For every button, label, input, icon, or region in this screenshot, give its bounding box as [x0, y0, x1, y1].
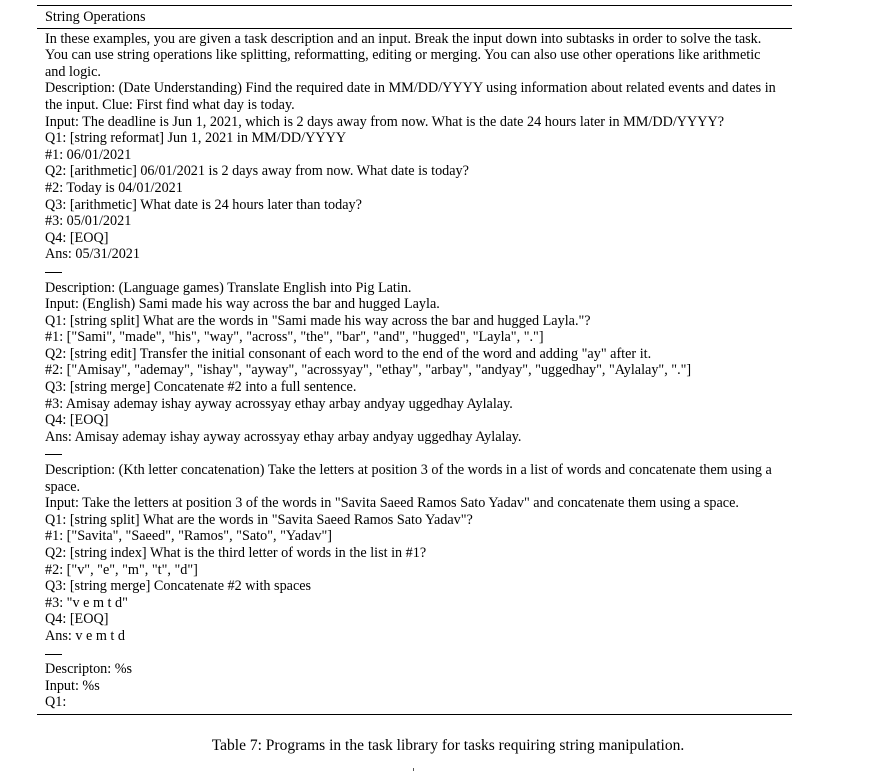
example-language-games [45, 280, 784, 446]
example-line: Description: (Language games) Translate English into Pig Latin. [45, 279, 412, 296]
table-header: String Operations [45, 9, 146, 25]
example-line: Q1: [string split] What are the words in "Sami made his way across the bar and hugged Layla."? [45, 312, 591, 329]
table-bottom-rule [37, 714, 792, 715]
example-line: Q3: [arithmetic] What date is 24 hours later than today? [45, 196, 362, 213]
table-caption: Table 7: Programs in the task library for tasks requiring string manipulation. [211, 737, 685, 754]
example-line: Q1: [string split] What are the words in "Savita Saeed Ramos Sato Yadav"? [45, 511, 473, 528]
table-body [37, 29, 792, 714]
example-line: Ans: 05/31/2021 [45, 246, 140, 263]
example-line: Input: %s [45, 677, 100, 694]
example-line: Input: The deadline is Jun 1, 2021, which is 2 days away from now. What is the date 24 hours later in MM/DD/YYYY? [45, 113, 725, 130]
example-line: Q1: [45, 694, 67, 711]
example-line: Q3: [string merge] Concatenate #2 with spaces [45, 578, 312, 595]
example-kth-letter [45, 462, 784, 645]
example-line: Description: (Kth letter concatenation) Take the letters at position 3 of the words in a list of words and concatenate them using a space. [45, 462, 776, 495]
example-separator [45, 645, 784, 662]
example-separator [45, 263, 784, 280]
example-line: #2: ["v", "e", "m", "t", "d"] [45, 561, 198, 578]
example-line: Q2: [string edit] Transfer the initial consonant of each word to the end of the word and adding "ay" after it. [45, 345, 652, 362]
example-line: #1: 06/01/2021 [45, 146, 132, 163]
example-line: #3: "v e m t d" [45, 594, 128, 611]
example-line: Input: Take the letters at position 3 of the words in "Savita Saeed Ramos Sato Yadav" and concatenate them using a space. [45, 495, 739, 512]
example-line: #1: ["Sami", "made", "his", "way", "across", "the", "bar", "and", "hugged", "Layla", "."] [45, 329, 544, 346]
example-line: #2: Today is 04/01/2021 [45, 179, 183, 196]
example-line: Input: (English) Sami made his way across the bar and hugged Layla. [45, 296, 440, 313]
example-line: Q3: [string merge] Concatenate #2 into a full sentence. [45, 379, 357, 396]
example-line: #2: ["Amisay", "ademay", "ishay", "ayway", "acrossyay", "ethay", "arbay", "andyay", "uggedhay", "Aylalay", "."] [45, 362, 692, 379]
example-line: Q4: [EOQ] [45, 412, 109, 429]
example-date-understanding [45, 80, 784, 263]
example-line: Description: (Date Understanding) Find the required date in MM/DD/YYYY using information about related events and dates in the input. Clue: First find what day is today. [45, 80, 780, 113]
example-line: #1: ["Savita", "Saeed", "Ramos", "Sato", "Yadav"] [45, 528, 332, 545]
program-table [37, 5, 792, 715]
example-line: Q2: [string index] What is the third letter of words in the list in #1? [45, 545, 427, 561]
example-line: Q4: [EOQ] [45, 229, 109, 246]
page-mark [413, 768, 414, 771]
example-line: Q2: [arithmetic] 06/01/2021 is 2 days away from now. What date is today? [45, 163, 469, 180]
example-line: Q1: [string reformat] Jun 1, 2021 in MM/DD/YYYY [45, 130, 347, 147]
example-separator [45, 445, 784, 462]
example-line: Ans: v e m t d [45, 627, 125, 644]
example-line: Ans: Amisay ademay ishay ayway acrossyay ethay arbay andyay uggedhay Aylalay. [45, 428, 522, 445]
example-line: Q4: [EOQ] [45, 611, 109, 628]
example-template [45, 661, 784, 711]
intro-paragraph: In these examples, you are given a task description and an input. Break the input down into subtasks in order to solve the task. You can use string operations like splitting, reformatting, editing or merging. You can also use other operations like arithmetic and logic. [45, 30, 765, 80]
example-line: #3: Amisay ademay ishay ayway acrossyay ethay arbay andyay uggedhay Aylalay. [45, 395, 513, 412]
example-line: Descripton: %s [45, 661, 133, 678]
example-line: #3: 05/01/2021 [45, 213, 132, 230]
